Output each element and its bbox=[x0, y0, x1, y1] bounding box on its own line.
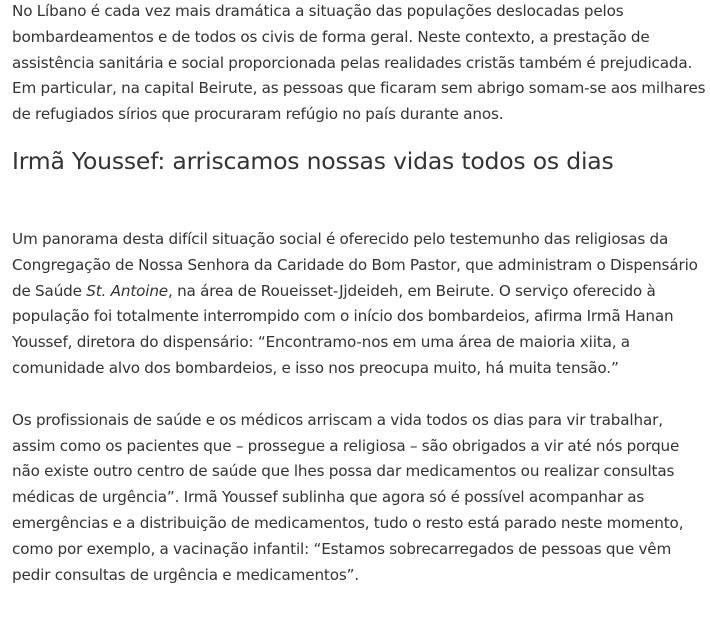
dispensary-name: St. Antoine bbox=[86, 281, 169, 300]
testimony-text-end: , na área de Roueisset-Jjdeideh, em Beirute. O serviço oferecido à população foi totalmente interrompido com o início dos bombardeios, afirma Irmã Hanan Youssef, diretora do dispensário: “Encontramo-nos em uma área de maioria xiita, a comunidade alvo dos bombardeios, e isso nos preocupa muito, há muita tensão.” bbox=[12, 281, 674, 377]
testimony-text-start: Um panorama desta difícil situação social é oferecido pelo testemunho das religiosas da Congregação de Nossa Senhora da Caridade do Bom Pastor, que administram o Dispensário de Saúde bbox=[12, 229, 698, 300]
intro-paragraph: No Líbano é cada vez mais dramática a situação das populações deslocadas pelos bombardeamentos e de todos os civis de forma geral. Neste contexto, a prestação de assistência sanitária e social proporcionada pelas realidades cristãs também é prejudicada. Em particular, na capital Beirute, as pessoas que ficaram sem abrigo somam-se aos milhares de refugiados sírios que procuraram refúgio no país durante anos. bbox=[12, 2, 706, 124]
health-workers-paragraph: Os profissionais de saúde e os médicos arriscam a vida todos os dias para vir trabalhar, assim como os pacientes que – prossegue a religiosa – são obrigados a vir até nós porque não existe outro centro de saúde que lhes possa dar medicamentos ou realizar consultas médicas de urgência”. Irmã Youssef sublinha que agora só é possível acompanhar as emergências e a distribuição de medicamentos, tudo o resto está parado neste momento, como por exemplo, a vacinação infantil: “Estamos sobrecarregados de pessoas que vêm pedir consultas de urgência e medicamentos”. bbox=[12, 410, 684, 584]
testimony-paragraph bbox=[12, 227, 706, 382]
section-heading: Irmã Youssef: arriscamos nossas vidas todos os dias bbox=[12, 146, 614, 175]
